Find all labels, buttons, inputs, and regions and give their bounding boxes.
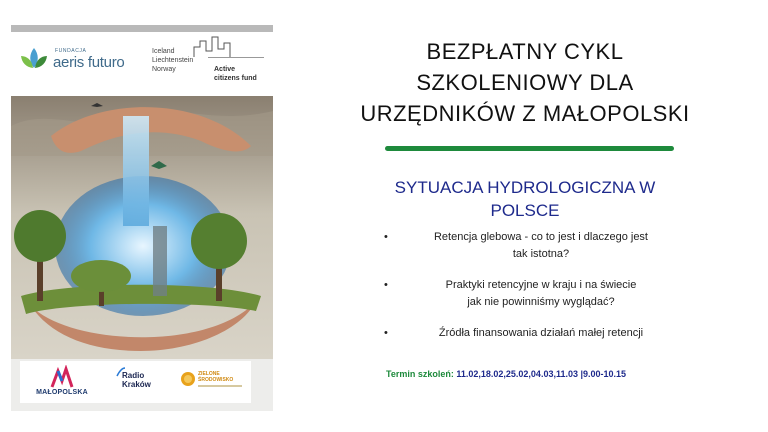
zielone-srodowisko-text [198,371,233,383]
eea-fund-line: citizens fund [214,75,257,82]
building-shape [153,226,167,296]
eea-country: Liechtenstein [152,57,194,64]
eea-fund-line: Active [214,66,236,73]
poster-artwork [11,96,273,359]
partner-logos [20,361,251,403]
skyline-icon [192,35,232,57]
list-item-line: Praktyki retencyjne w kraju i na świecie [445,279,637,291]
eea-divider [208,57,264,58]
tree-crown [14,210,66,262]
training-dates-value: 11.02,18.02,25.02,04.03,11.03 |9.00-10.15 [453,369,627,379]
aeris-futuro-logo [17,46,135,80]
title-line: BEZPŁATNY CYKL [426,39,624,64]
list-item-line: jak nie powinniśmy wyglądać? [467,296,615,308]
training-dates-label: Termin szkoleń: [386,369,454,379]
radio-krakow-text [122,371,151,389]
eea-country: Iceland [152,48,175,55]
eea-grants-logo [152,47,272,91]
malopolska-text: MAŁOPOLSKA [36,389,88,396]
title-line: SZKOLENIOWY DLA [416,70,634,95]
section-title [360,176,690,222]
eea-country: Norway [152,66,176,73]
aeris-name-text: aeris futuro [53,54,125,71]
list-item-text [398,277,684,311]
tree-crown [191,213,247,269]
leaf-icon [17,46,51,76]
poster-image [11,25,273,411]
bullet-icon: • [384,231,388,243]
waterfall-shape [123,116,149,226]
list-item-line: Retencja glebowa - co to jest i dlaczego jest [433,231,648,243]
ekolog-line: ŚRODOWISKO [198,377,234,383]
ekolog-tagline-bar [198,385,242,387]
main-title [330,36,720,129]
list-item-line: tak istotna? [512,248,570,260]
list-item-text [398,325,684,342]
radio-line: Radio [122,371,145,380]
eea-countries [152,47,193,74]
malopolska-emblem-icon [32,365,92,389]
list-item-text [398,229,684,263]
poster-top-bar [11,25,273,32]
tree-crown [71,260,131,292]
malopolska-logo [32,365,92,401]
radio-krakow-logo [116,367,166,399]
training-dates [386,369,686,379]
title-line: URZĘDNIKÓW Z MAŁOPOLSKI [360,101,690,126]
ekolog-line: ZIELONE [198,371,220,377]
list-item-line: Źródła finansowania działań małej retencji [438,327,644,339]
title-divider [385,146,674,151]
poster-footer [11,359,273,411]
zielone-srodowisko-logo [180,369,244,397]
section-line: SYTUACJA HYDROLOGICZNA W [394,178,656,197]
aeris-small-text: FUNDACJA [55,48,87,54]
eea-fund-name [214,65,257,83]
bullet-icon: • [384,327,388,339]
radio-line: Kraków [122,380,151,389]
poster-header [11,32,273,96]
section-line: POLSCE [490,201,560,220]
bullet-icon: • [384,279,388,291]
sun-icon [180,371,196,387]
